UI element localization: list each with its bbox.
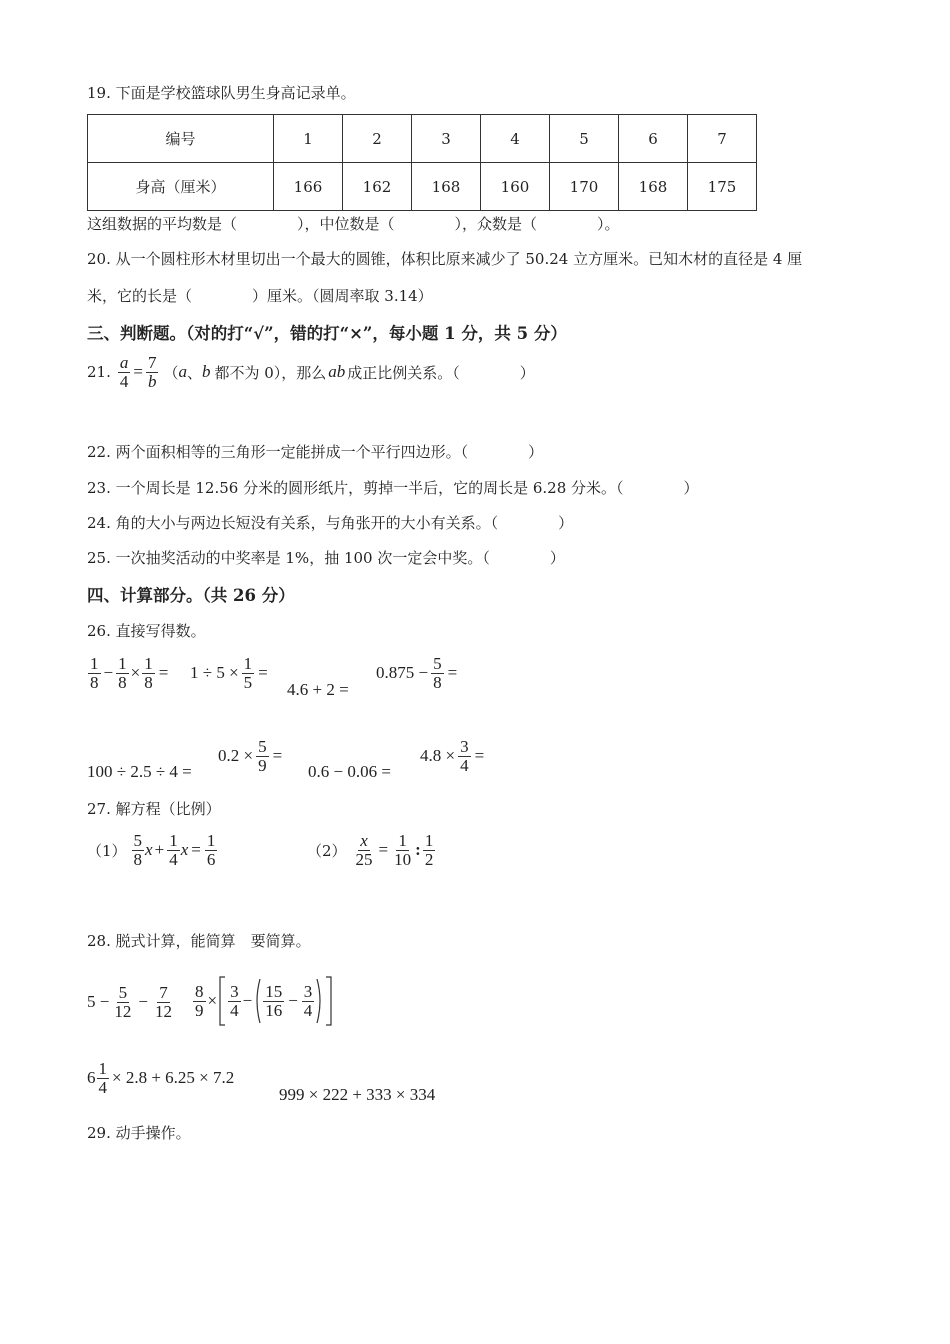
- q21-number: 21.: [87, 363, 111, 382]
- fraction: $\frac{1}{2}$: [424, 831, 434, 869]
- q27-part-2: （2） $\frac{x}{25}$ = $\frac{1}{10}$ : $\frac{1}{2}$: [307, 831, 434, 869]
- q20-line1: 20. 从一个圆柱形木材里切出一个最大的圆锥，体积比原来减少了 50.24 立方厘米。已知木材的直径是 4 厘: [87, 250, 803, 268]
- q20-line2: 米，它的长是（ ）厘米。（圆周率取 3.14）: [87, 287, 433, 305]
- fraction: $\frac{5}{8}$: [133, 831, 143, 869]
- fraction: $\frac{1}{4}$: [98, 1059, 107, 1097]
- q28-expr-3: 6 $\frac{1}{4}$ × 2.8 + 6.25 × 7.2: [87, 1059, 235, 1097]
- section-3-heading: 三、判断题。（对的打“√”，错的打“×”，每小题 1 分，共 5 分）: [87, 324, 567, 343]
- table-cell: 2: [343, 115, 412, 163]
- q19-answer-line: 这组数据的平均数是（ ），中位数是（ ），众数是（ ）。: [87, 215, 620, 233]
- height-table: [87, 114, 757, 211]
- fraction-7-over-b: $\frac{7}{b}$: [147, 353, 157, 391]
- fraction-a-over-4: $\frac{a}{4}$: [119, 353, 129, 391]
- table-cell: 170: [550, 163, 619, 211]
- q26-expr-5: 100 ÷ 2.5 ÷ 4 =: [87, 762, 192, 781]
- left-paren: [253, 977, 262, 1025]
- table-row-label: 身高（厘米）: [88, 163, 274, 211]
- q22: 22. 两个面积相等的三角形一定能拼成一个平行四边形。（ ）: [87, 443, 544, 461]
- fraction: $\frac{5}{8}$: [433, 654, 442, 692]
- q21: 21. $\frac{a}{4}$ = $\frac{7}{b}$ （ a 、 b 都不为 0），那么 ab 成正比例关系。（ ）: [87, 353, 535, 391]
- q26-expr-7: 0.6 − 0.06 =: [308, 762, 391, 781]
- fraction: $\frac{3}{4}$: [460, 737, 469, 775]
- q25: 25. 一次抽奖活动的中奖率是 1%，抽 100 次一定会中奖。（ ）: [87, 549, 565, 567]
- table-cell: 5: [550, 115, 619, 163]
- q26-expr-1: $\frac{1}{8}$ − $\frac{1}{8}$ × $\frac{1}{8}$ =: [90, 654, 169, 692]
- table-header-label: 编号: [88, 115, 274, 163]
- right-square-bracket: [324, 975, 334, 1027]
- q28-title: 28. 脱式计算，能简算 要简算。: [87, 932, 311, 950]
- q28-expr-4: 999 × 222 + 333 × 334: [279, 1085, 436, 1104]
- fraction: $\frac{5}{12}$: [114, 983, 132, 1021]
- table-cell: 6: [619, 115, 688, 163]
- fraction: $\frac{1}{5}$: [243, 654, 253, 692]
- table-cell: 3: [412, 115, 481, 163]
- table-cell: 1: [274, 115, 343, 163]
- table-row: [88, 115, 757, 163]
- table-cell: 4: [481, 115, 550, 163]
- q19-title: 19. 下面是学校篮球队男生身高记录单。: [87, 84, 356, 102]
- fraction: $\frac{7}{12}$: [154, 983, 172, 1021]
- fraction: $\frac{1}{8}$: [90, 654, 99, 692]
- fraction: $\frac{3}{4}$: [303, 981, 313, 1020]
- table-cell: 162: [343, 163, 412, 211]
- q23: 23. 一个周长是 12.56 分米的圆形纸片，剪掉一半后，它的周长是 6.28 分米。（ ）: [87, 479, 699, 497]
- left-square-bracket: [218, 975, 227, 1027]
- table-cell: 168: [619, 163, 688, 211]
- fraction: $\frac{8}{9}$: [195, 981, 204, 1020]
- q26-title: 26. 直接写得数。: [87, 622, 206, 640]
- table-cell: 168: [412, 163, 481, 211]
- table-cell: 166: [274, 163, 343, 211]
- q28-expr-1: 5 − $\frac{5}{12}$ − $\frac{7}{12}$: [87, 983, 172, 1021]
- q27-title: 27. 解方程（比例）: [87, 800, 221, 818]
- right-paren: [315, 977, 324, 1025]
- q24: 24. 角的大小与两边长短没有关系，与角张开的大小有关系。（ ）: [87, 514, 574, 532]
- q26-expr-6: 0.2 × $\frac{5}{9}$ =: [218, 737, 283, 775]
- fraction: $\frac{5}{9}$: [258, 737, 267, 775]
- q26-expr-4: 0.875 − $\frac{5}{8}$ =: [376, 654, 458, 692]
- table-row: [88, 163, 757, 211]
- fraction: $\frac{1}{6}$: [206, 831, 216, 869]
- q26-expr-8: 4.8 × $\frac{3}{4}$ =: [420, 737, 485, 775]
- q29: 29. 动手操作。: [87, 1124, 191, 1142]
- fraction: $\frac{x}{25}$: [355, 831, 373, 869]
- table-cell: 7: [688, 115, 757, 163]
- q27-part-1: （1） $\frac{5}{8}$ x + $\frac{1}{4}$ x = $\frac{1}{6}$: [87, 831, 216, 869]
- q26-expr-3: 4.6 + 2 =: [287, 680, 349, 699]
- fraction: $\frac{15}{16}$: [265, 981, 283, 1020]
- q28-expr-2: $\frac{8}{9}$ × $\frac{3}{4}$ − $\frac{15}{16}$ − $\frac{3}{4}$: [192, 975, 334, 1027]
- table-cell: 175: [688, 163, 757, 211]
- section-4-heading: 四、计算部分。（共 26 分）: [87, 586, 295, 605]
- fraction: $\frac{3}{4}$: [230, 981, 239, 1020]
- fraction: $\frac{1}{8}$: [118, 654, 127, 692]
- fraction: $\frac{1}{4}$: [169, 831, 178, 869]
- table-cell: 160: [481, 163, 550, 211]
- fraction: $\frac{1}{8}$: [144, 654, 153, 692]
- q26-expr-2: 1 ÷ 5 × $\frac{1}{5}$ =: [190, 654, 268, 692]
- fraction: $\frac{1}{10}$: [394, 831, 412, 869]
